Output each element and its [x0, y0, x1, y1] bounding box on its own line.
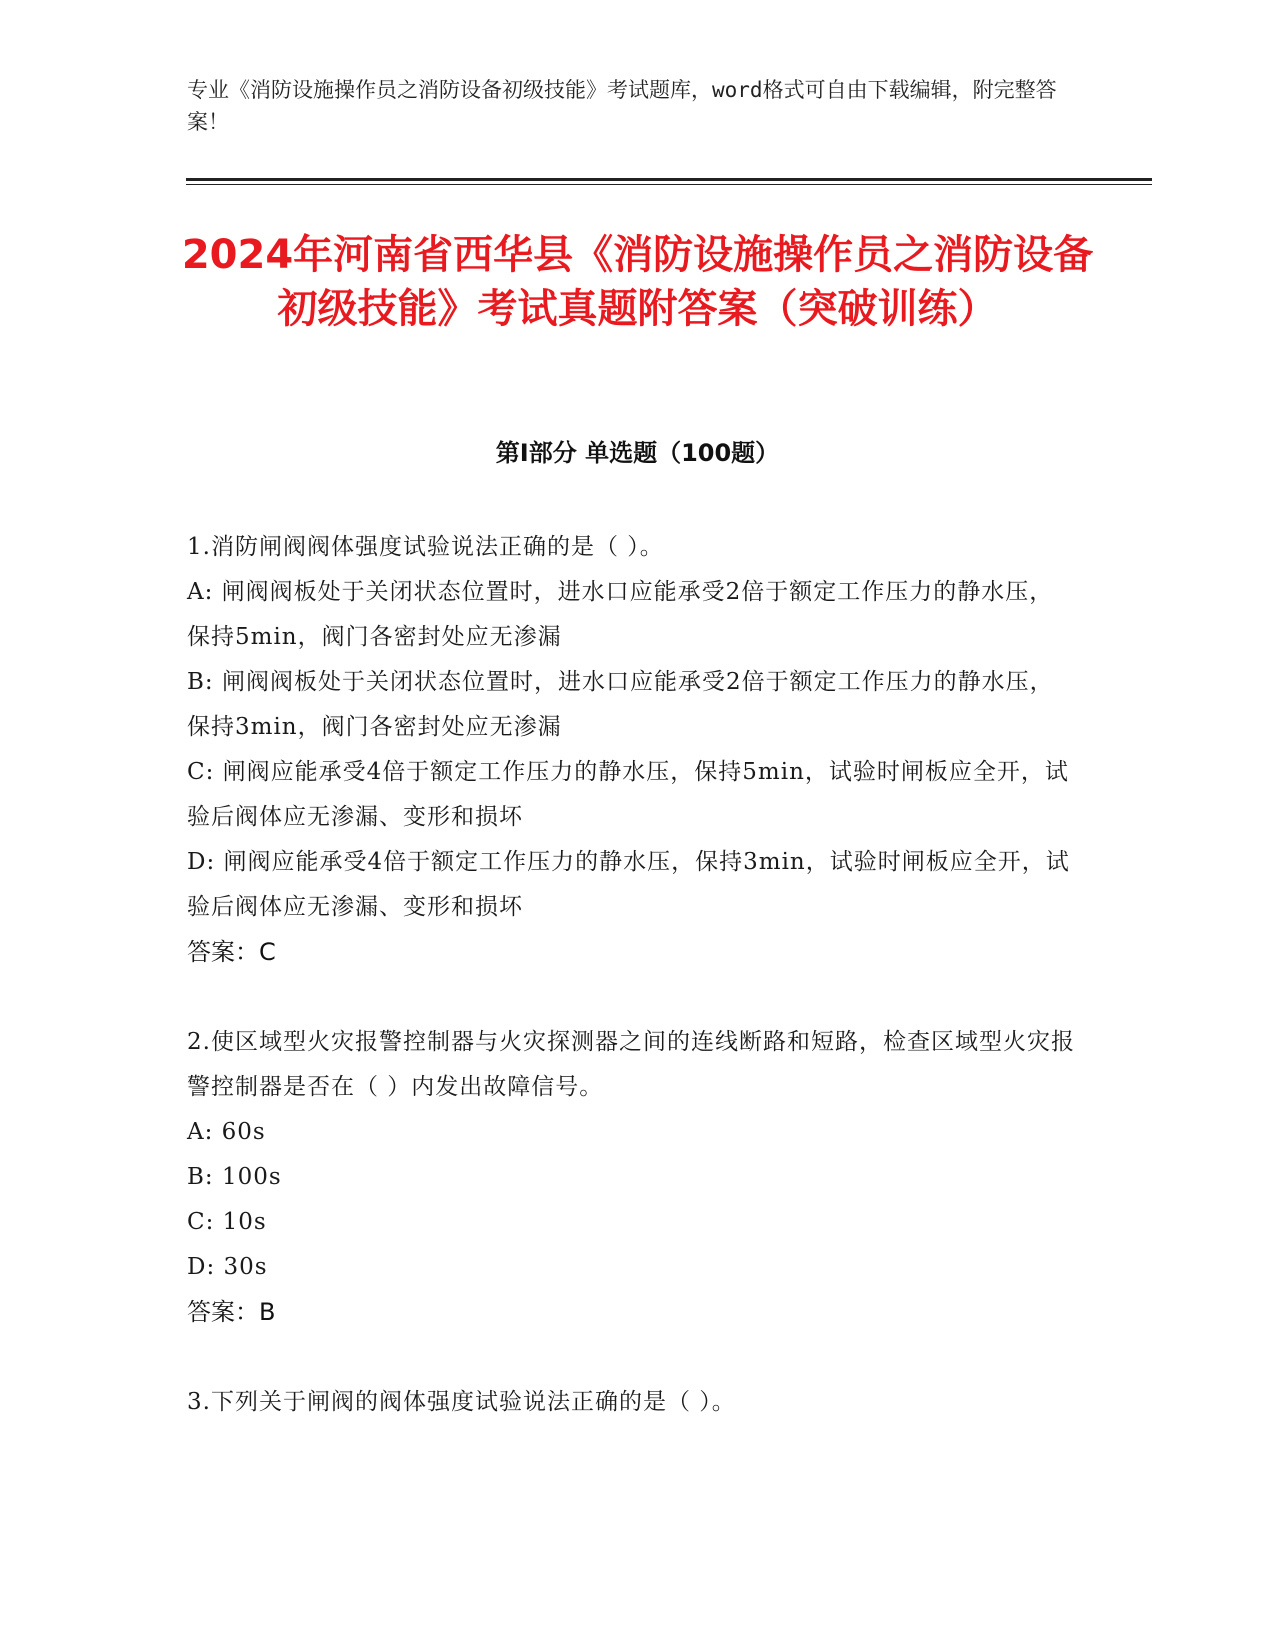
- option-d: D: 闸阀应能承受4倍于额定工作压力的静水压，保持3min，试验时闸板应全开，试验后阀体应无渗漏、变形和损坏: [187, 849, 1070, 920]
- header-divider-thin: [186, 184, 1152, 185]
- document-title: 2024年河南省西华县《消防设施操作员之消防设备初级技能》考试真题附答案（突破训练）: [181, 232, 1094, 332]
- section-title: 第I部分 单选题（100题）: [495, 439, 780, 467]
- header-note: 专业《消防设施操作员之消防设备初级技能》考试题库，word格式可自由下载编辑，附完整答案！: [187, 78, 1057, 134]
- option-a: A: 闸阀阀板处于关闭状态位置时，进水口应能承受2倍于额定工作压力的静水压，保持5min，阀门各密封处应无渗漏: [187, 579, 1054, 650]
- question-stem: 2.使区域型火灾报警控制器与火灾探测器之间的连线断路和短路，检查区域型火灾报警控制器是否在（ ）内发出故障信号。: [187, 1029, 1075, 1100]
- question-2: [187, 1020, 1077, 1335]
- option-b: B: 100s: [187, 1164, 282, 1190]
- question-stem: 3.下列关于闸阀的阀体强度试验说法正确的是（ ）。: [187, 1389, 736, 1415]
- header-divider-thick: [186, 178, 1152, 181]
- option-d: D: 30s: [187, 1254, 268, 1280]
- question-list: [187, 525, 1077, 1470]
- question-1: [187, 525, 1077, 975]
- answer: 答案：B: [187, 1298, 276, 1326]
- question-stem: 1.消防闸阀阀体强度试验说法正确的是（ ）。: [187, 534, 664, 560]
- option-a: A: 60s: [187, 1119, 266, 1145]
- answer: 答案：C: [187, 938, 276, 966]
- option-b: B: 闸阀阀板处于关闭状态位置时，进水口应能承受2倍于额定工作压力的静水压，保持3min，阀门各密封处应无渗漏: [187, 669, 1054, 740]
- option-c: C: 闸阀应能承受4倍于额定工作压力的静水压，保持5min，试验时闸板应全开，试验后阀体应无渗漏、变形和损坏: [187, 759, 1069, 830]
- option-c: C: 10s: [187, 1209, 267, 1235]
- question-3: [187, 1380, 1077, 1425]
